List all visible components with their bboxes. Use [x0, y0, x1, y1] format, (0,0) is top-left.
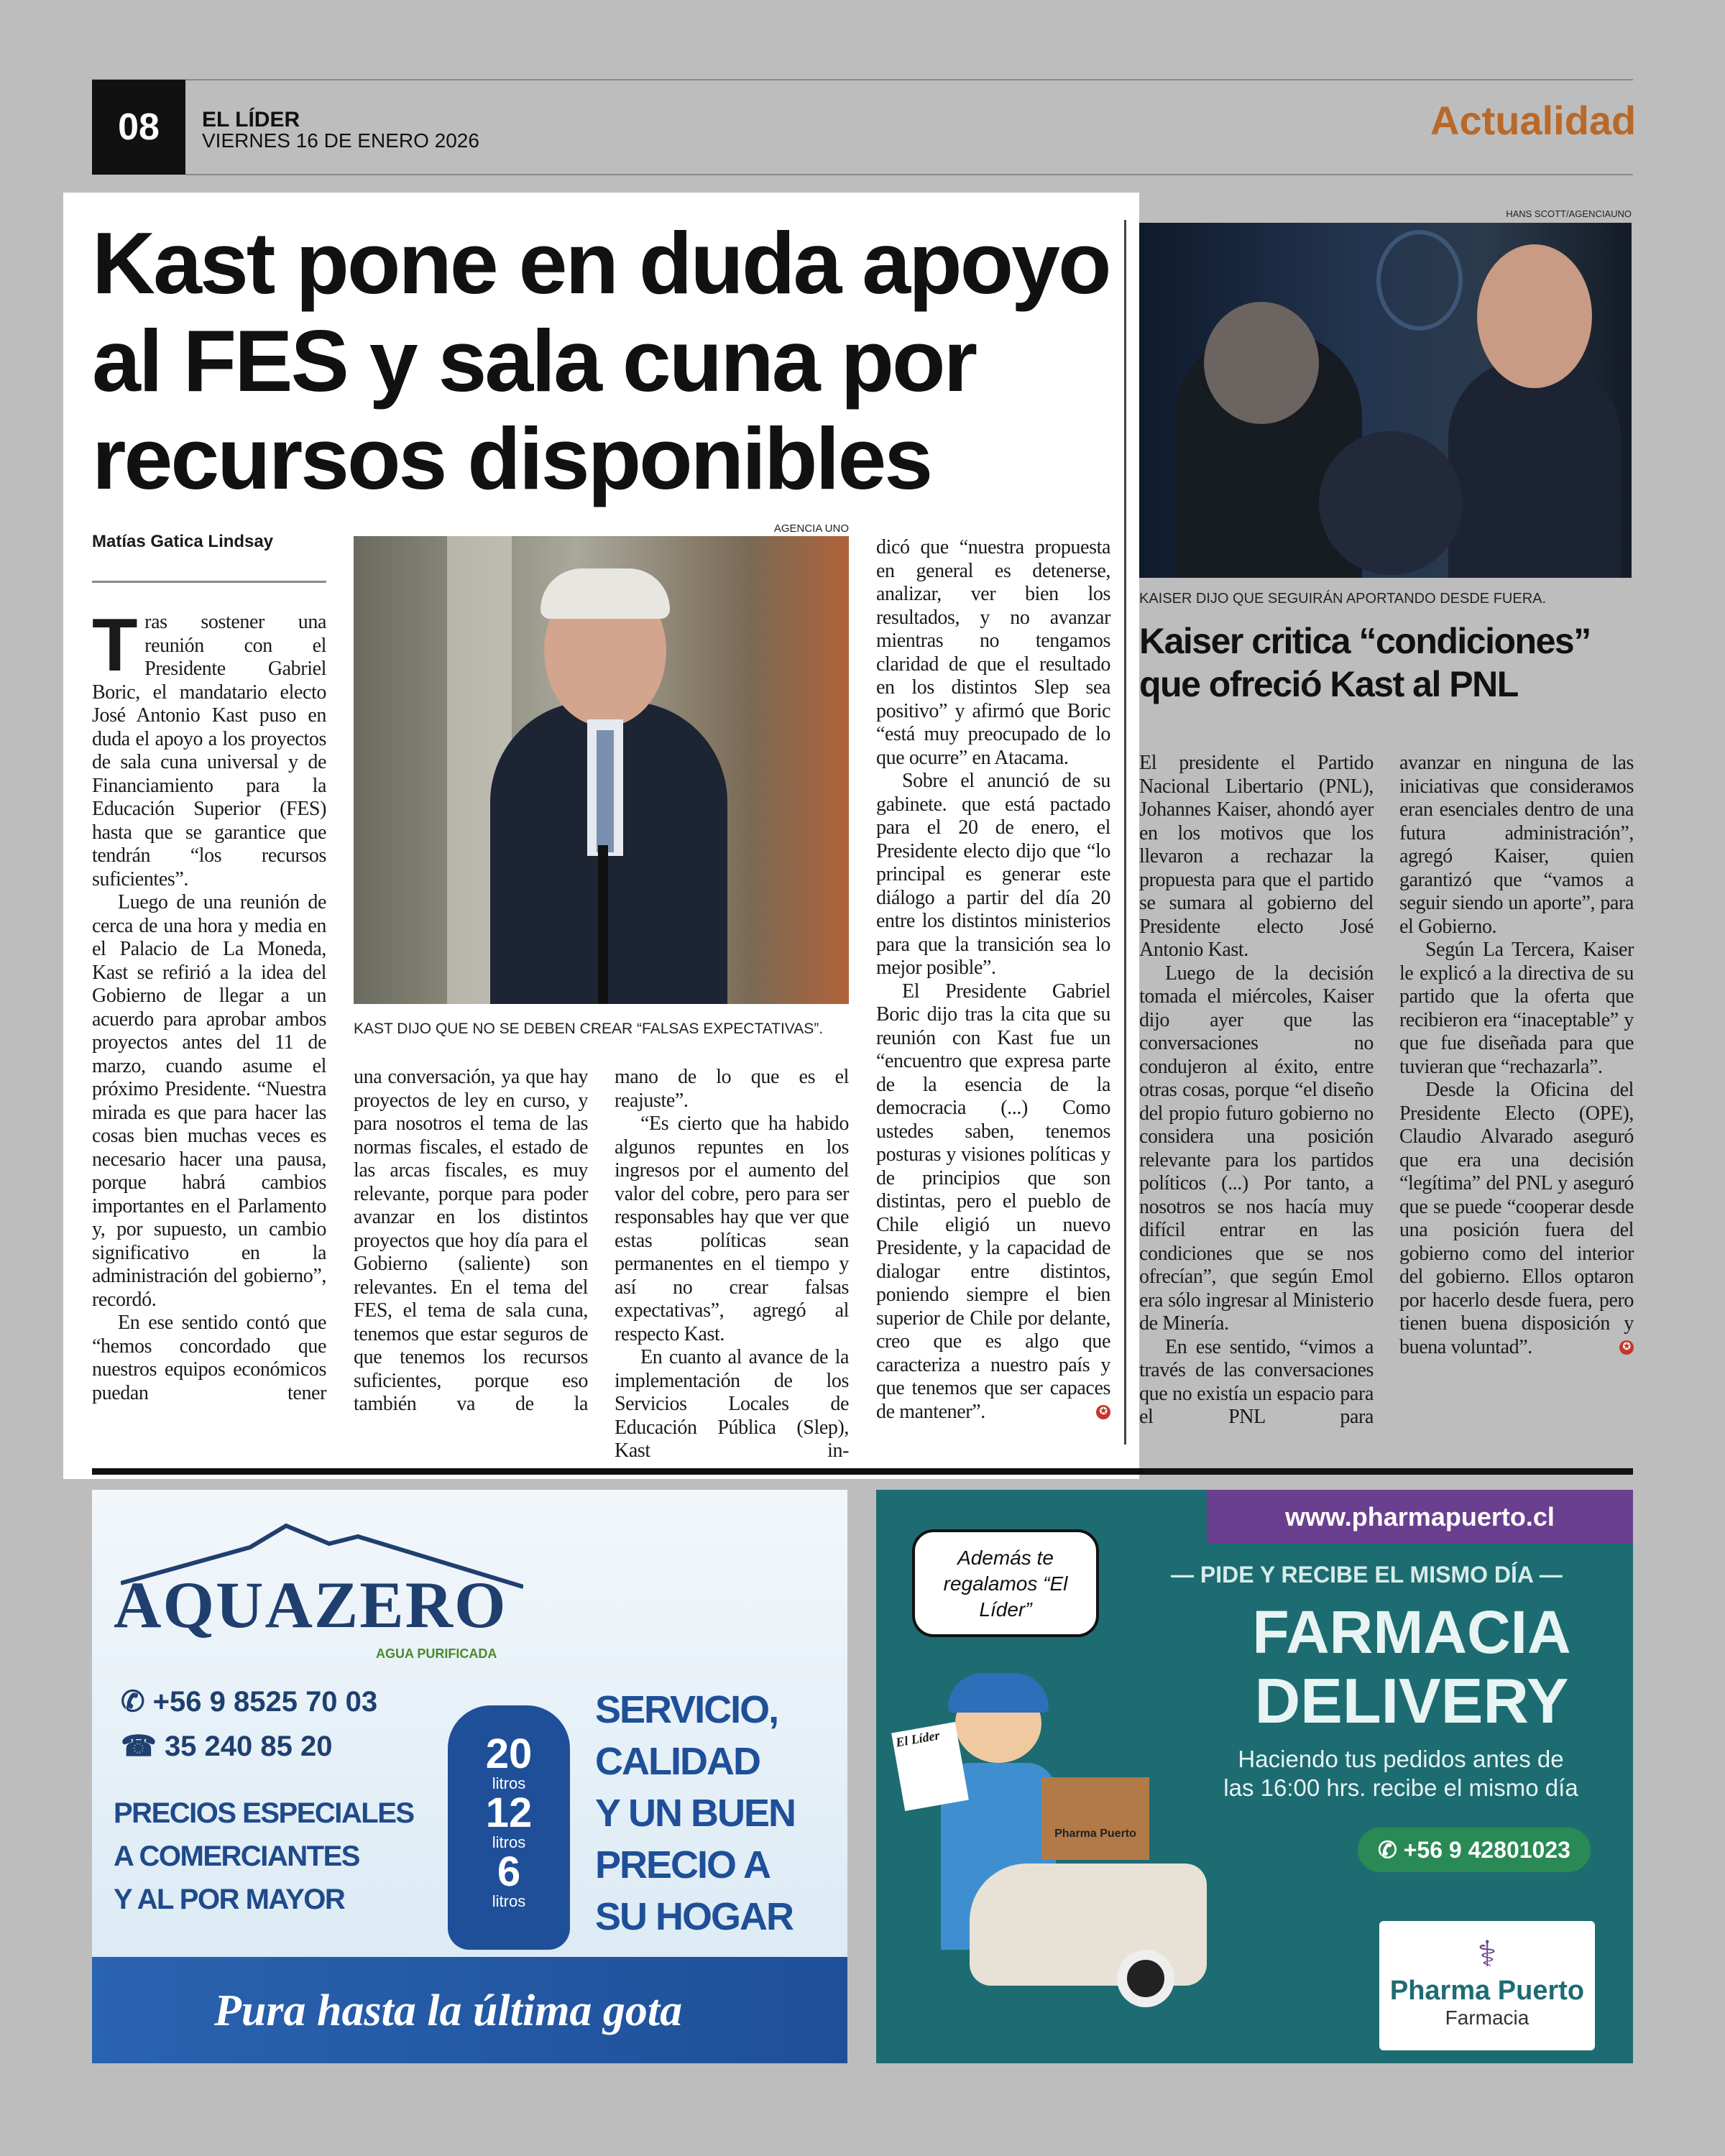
photo-caption: KAST DIJO QUE NO SE DEBEN CREAR “FALSAS EXPECTATIVAS”.	[354, 1021, 824, 1037]
aquazero-tagline: AGUA PURIFICADA	[376, 1646, 497, 1661]
byline-rule	[92, 581, 326, 583]
water-bottle-graphic: 20 litros 12 litros 6 litros	[448, 1705, 570, 1950]
aquazero-logo: AQUAZERO	[114, 1568, 507, 1641]
newspaper-name: EL LÍDER	[202, 108, 300, 132]
paragraph: El presidente el Partido Nacional Libertario (PNL), Johannes Kaiser, ahondó ayer en los motivos que los llevaron a rechazar la propuesta para que el partido se sumara al gobierno del Presidente electo José Antonio Kast.	[1139, 752, 1374, 961]
sidebar-photo-caption: KAISER DIJO QUE SEGUIRÁN APORTANDO DESDE FUERA.	[1139, 591, 1547, 607]
whatsapp-icon: ✆	[121, 1686, 153, 1718]
article-column-4	[876, 536, 1110, 1424]
section-divider	[92, 1468, 1633, 1475]
paragraph: En ese sentido contó que “hemos concordado que nuestros equipos económicos puedan tener	[92, 1312, 326, 1404]
paragraph: Tras sostener una reunión con el Presidente Gabriel Boric, el mandatario electo José Antonio Kast puso en duda el apoyo a los proyectos de sala cuna universal y de Financiamiento para la Educación Superior (FES) hasta que se garantice que tendrán “los recursos suficientes”.	[92, 604, 326, 890]
ad-pharma-puerto[interactable]	[876, 1490, 1633, 2063]
paragraph: una conversación, ya que hay proyectos de ley en curso, y para nosotros el tema de las normas fiscales, el estado de las arcas fiscales, es muy relevante, porque para poder avanzar en los distintos proyectos que hoy día para el Gobierno (saliente) son relevantes. En el tema del FES, el tema de sala cuna, tenemos que estar seguros de que tenemos los recursos suficientes, porque eso también va de la	[354, 1066, 588, 1415]
photo-credit: AGENCIA UNO	[773, 522, 849, 535]
whatsapp-icon: ✆	[1378, 1837, 1404, 1863]
paragraph: “Es cierto que ha habido algunos repuntes en los ingresos por el aumento del valor del cobre, pero para ser responsables hay que ver que estas políticas sean permanentes en el tiempo y así no crear falsas expectativas”, agregó al respecto Kast.	[615, 1112, 849, 1345]
article-column-3	[615, 1066, 849, 1463]
issue-date: VIERNES 16 DE ENERO 2026	[202, 129, 479, 152]
pharma-title: FARMACIA DELIVERY	[1252, 1598, 1571, 1736]
article-photo-kast	[354, 536, 849, 1004]
paragraph: mano de lo que es el reajuste”.	[615, 1066, 849, 1112]
drop-cap: T	[92, 604, 138, 687]
paragraph: El Presidente Gabriel Boric dijo tras la cita que su reunión con Kast fue un “encuentro que expresa parte de la esencia de la democracia (...) Como ustedes saben, tenemos posturas y visiones políticas y de principios que son distintas, pero el pueblo de Chile eligió un nuevo Presidente, y la capacidad de dialogar entre distintos, poniendo siempre el bien superior de Chile por delante, creo que es algo que caracteriza a nuestro país y que tenemos que ser capaces de mantener”. ✪	[876, 980, 1110, 1423]
paragraph: Luego de la decisión tomada el miércoles, Kaiser dijo ayer que las conversaciones no condujeron al éxito, entre otras cosas, porque “el diseño del propio futuro gobierno no considera una posición relevante para los partidos políticos (...) Por tanto, a nosotros se nos hacía muy difícil entrar en las condiciones que se nos ofrecían”, que según Emol era sólo ingresar al Ministerio de Minería.	[1139, 962, 1374, 1335]
sidebar-headline: Kaiser critica “condiciones” que ofreció Kast al PNL	[1139, 621, 1591, 704]
pharma-whatsapp-button[interactable]: ✆ +56 9 42801023	[1358, 1828, 1591, 1872]
whatsapp-phone: ✆ +56 9 8525 70 03	[121, 1686, 378, 1718]
column-divider	[1124, 220, 1126, 1445]
paragraph: Luego de una reunión de cerca de una hora y media en el Palacio de La Moneda, Kast se refirió a la idea del Gobierno de llegar a un acuerdo para aprobar ambos proyectos antes del 11 de marzo, cuando asume el próximo Presidente. “Nuestra mirada es que para hacer las cosas bien muchas veces es necesario hacer una pausa, porque habrá cambios importantes en el Parlamento y, por supuesto, un cambio significativo en la administración del gobierno”, recordó.	[92, 891, 326, 1311]
paragraph: Sobre el anunció de su gabinete. que está pactado para el 20 de enero, el Presidente electo dijo que “lo principal es generar este diálogo a partir del día 20 entre los distintos ministerios para que la transición sea lo mejor posible”.	[876, 770, 1110, 979]
article-column-1	[92, 604, 326, 1405]
paragraph: Según La Tercera, Kaiser le explicó a la directiva de su partido que la oferta que recibieron era “inaceptable” y que fue diseñada para que tuvieran que “rechazarla”.	[1399, 939, 1634, 1078]
sidebar-photo-credit: HANS SCOTT/AGENCIAUNO	[1506, 208, 1632, 219]
slogan-banner: Pura hasta la última gota	[92, 1957, 847, 2063]
speech-bubble: Además te regalamos “El Líder”	[912, 1529, 1099, 1637]
sidebar-column-1	[1139, 752, 1374, 1429]
pharma-subtitle: — PIDE Y RECIBE EL MISMO DÍA —	[1171, 1562, 1563, 1588]
paragraph: Desde la Oficina del Presidente Electo (OPE), Claudio Alvarado aseguró que era una decisión “legítima” del PNL y aseguró que se puede “cooperar desde una posición fuera del gobierno como del interior del gobierno. Ellos optaron por hacerlo desde fuera, pero tienen buena disposición y buena voluntad”. ✪	[1399, 1079, 1634, 1358]
landline-phone: ☎ 35 240 85 20	[121, 1731, 333, 1762]
sidebar-photo-kaiser	[1139, 223, 1632, 578]
package-box: Pharma Puerto	[1041, 1777, 1149, 1860]
article-headline: Kast pone en duda apoyo al FES y sala cuna por recursos disponibles	[92, 214, 1110, 507]
pharma-url[interactable]: www.pharmapuerto.cl	[1207, 1490, 1633, 1544]
byline: Matías Gatica Lindsay	[92, 532, 274, 551]
pharma-logo-icon: ⚕	[1477, 1934, 1497, 1974]
paragraph: En cuanto al avance de la implementación de los Servicios Locales de Educación Pública (Slep), Kast in-	[615, 1346, 849, 1462]
end-mark-icon: ✪	[1619, 1340, 1634, 1355]
pharma-puerto-logo: ⚕ Pharma Puerto Farmacia	[1379, 1921, 1595, 2050]
page-number: 08	[92, 80, 185, 175]
newspaper-graphic: El Líder	[891, 1722, 969, 1811]
phone-icon: ☎	[121, 1731, 165, 1762]
paragraph: avanzar en ninguna de las iniciativas que considerамos eran esenciales dentro de una futura administración”, agregó Kaiser, quien garantizó que “vamos a seguir siendo un aporte”, para el Gobierno.	[1399, 752, 1634, 938]
service-text: SERVICIO, CALIDAD Y UN BUEN PRECIO A SU HOGAR	[595, 1688, 796, 1938]
article-column-2	[354, 1066, 588, 1416]
ad-aquazero[interactable]	[92, 1490, 847, 2063]
header-rule	[185, 174, 1633, 175]
end-mark-icon: ✪	[1096, 1405, 1110, 1419]
promo-text: PRECIOS ESPECIALES A COMERCIANTES Y AL POR MAYOR	[114, 1797, 414, 1915]
section-title: Actualidad	[1430, 98, 1637, 143]
pharma-note: Haciendo tus pedidos antes de las 16:00 hrs. recibe el mismo día	[1223, 1746, 1578, 1801]
top-rule	[92, 79, 1633, 80]
paragraph: En ese sentido, “vimos a través de las conversaciones que no existía un espacio para el PNL para	[1139, 1335, 1374, 1428]
paragraph: dicó que “nuestra propuesta en general es detenerse, analizar, ver bien los resultados, y no avanzar mientras no tengamos claridad de que el resultado en los distintos Slep sea positivo” y afirmó que Boric “está muy preocupado de lo que ocurre” en Atacama.	[876, 536, 1110, 769]
sidebar-column-2	[1399, 752, 1634, 1359]
